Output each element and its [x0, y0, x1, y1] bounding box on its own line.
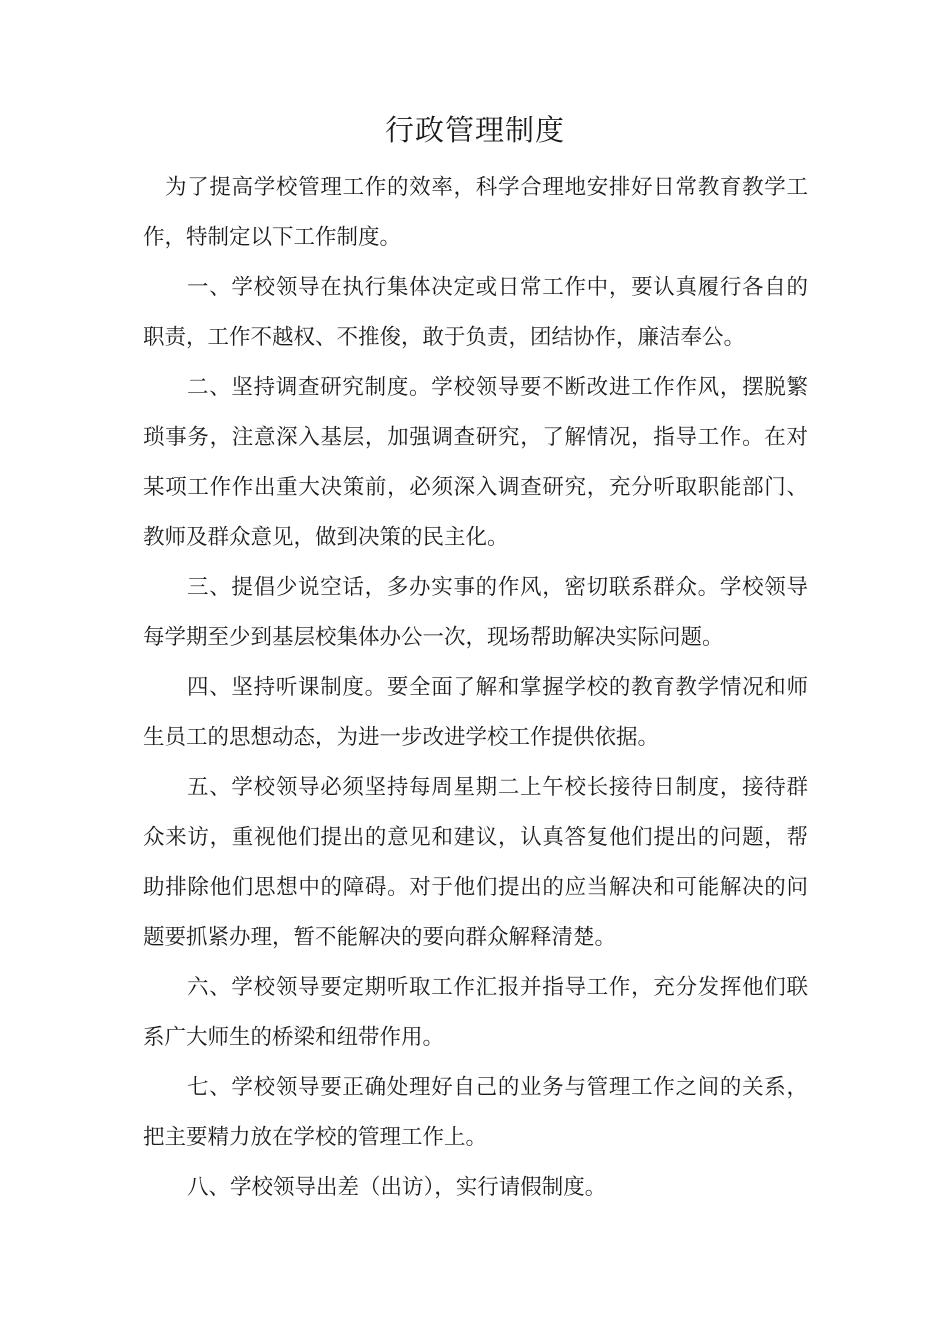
document-title: 行政管理制度 — [384, 113, 565, 147]
paragraph-item-7: 七、学校领导要正确处理好自己的业务与管理工作之间的关系，把主要精力放在学校的管理工作上。 — [143, 1075, 808, 1150]
paragraph-item-4: 四、坚持听课制度。要全面了解和掌握学校的教育教学情况和师生员工的思想动态，为进一步改进学校工作提供依据。 — [143, 675, 808, 750]
paragraph-item-3: 三、提倡少说空话，多办实事的作风，密切联系群众。学校领导每学期至少到基层校集体办公一次，现场帮助解决实际问题。 — [143, 575, 808, 650]
paragraph-item-8: 八、学校领导出差（出访），实行请假制度。 — [187, 1175, 607, 1200]
paragraph-item-2: 二、坚持调查研究制度。学校领导要不断改进工作作风，摆脱繁琐事务，注意深入基层，加强调查研究，了解情况，指导工作。在对某项工作作出重大决策前，必须深入调查研究，充分听取职能部门、教师及群众意见，做到决策的民主化。 — [143, 375, 808, 550]
paragraph-item-5: 五、学校领导必须坚持每周星期二上午校长接待日制度，接待群众来访，重视他们提出的意见和建议，认真答复他们提出的问题，帮助排除他们思想中的障碍。对于他们提出的应当解决和可能解决的问题要抓紧办理，暂不能解决的要向群众解释清楚。 — [143, 775, 808, 950]
document-body — [143, 163, 808, 1213]
paragraph-item-1: 一、学校领导在执行集体决定或日常工作中，要认真履行各自的职责，工作不越权、不推俊，敢于负责，团结协作，廉洁奉公。 — [143, 275, 808, 350]
paragraph-item-6: 六、学校领导要定期听取工作汇报并指导工作，充分发挥他们联系广大师生的桥梁和纽带作用。 — [143, 975, 808, 1050]
paragraph-intro: 为了提高学校管理工作的效率，科学合理地安排好日常教育教学工作，特制定以下工作制度。 — [143, 175, 808, 250]
